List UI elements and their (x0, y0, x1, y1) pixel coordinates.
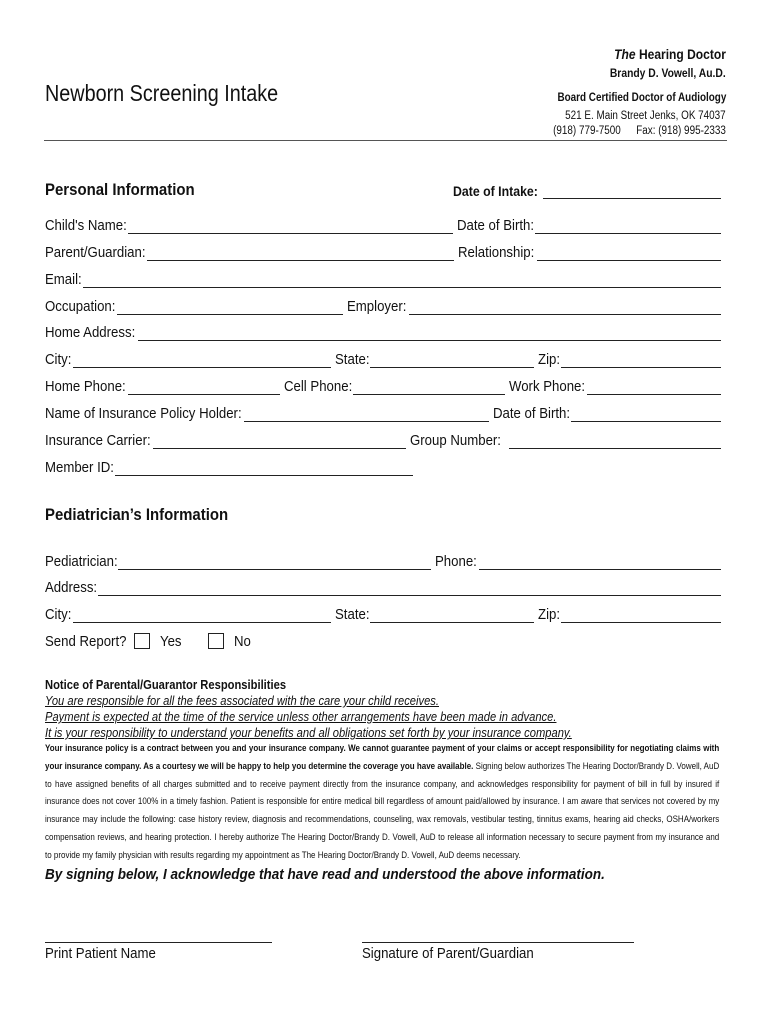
member-id-field[interactable] (115, 461, 413, 476)
employer-field[interactable] (409, 300, 721, 315)
occupation-row (45, 297, 721, 315)
group-number-label: Group Number: (409, 432, 501, 449)
form-title: Newborn Screening Intake (45, 80, 279, 106)
parent-signature-field[interactable] (362, 942, 634, 943)
phones-row (45, 377, 721, 395)
policy-holder-label: Name of Insurance Policy Holder: (45, 405, 242, 422)
member-id-label: Member ID: (45, 459, 114, 476)
member-id-row (45, 458, 413, 476)
relationship-field[interactable] (537, 246, 721, 261)
childs-name-field[interactable] (128, 219, 454, 234)
city-state-zip-row (45, 350, 721, 368)
pediatrician-field[interactable] (118, 555, 432, 570)
home-address-field[interactable] (138, 326, 721, 341)
send-report-label: Send Report? (45, 633, 127, 650)
child-dob-label: Date of Birth: (457, 217, 535, 234)
zip-label: Zip: (538, 351, 561, 368)
home-address-label: Home Address: (45, 324, 136, 341)
send-report-row (45, 632, 345, 650)
occupation-field[interactable] (117, 300, 343, 315)
childs-name-row (45, 216, 721, 234)
policy-holder-row (45, 404, 721, 422)
city-field[interactable] (73, 353, 331, 368)
email-field[interactable] (83, 273, 721, 288)
email-row (45, 270, 721, 288)
practice-doctor: Brandy D. Vowell, Au.D. (610, 66, 726, 80)
notice-line-payment: Payment is expected at the time of the service unless other arrangements have been made in advance. (45, 709, 557, 724)
pediatrician-zip-label: Zip: (538, 606, 561, 623)
pediatrician-row (45, 552, 721, 570)
pediatrician-state-field[interactable] (370, 608, 534, 623)
personal-info-heading: Personal Information (45, 180, 195, 199)
pediatrician-phone-field[interactable] (479, 555, 721, 570)
practice-contact (553, 125, 726, 137)
pediatrician-phone-label: Phone: (435, 553, 478, 570)
state-label: State: (335, 351, 370, 368)
work-phone-label: Work Phone: (509, 378, 586, 395)
insurance-policy-paragraph (45, 740, 719, 865)
notice-line-fees: You are responsible for all the fees associated with the care your child receives. (45, 693, 440, 708)
insurance-policy-body-text: Signing below authorizes The Hearing Doctor/Brandy D. Vowell, AuD to have assigned benefits of all charges submitted and to receive payment directly from the insurance company, and acknowledges responsibility for payment of bill in full by insured if insurance does not cover 100% in a timely fashion. Patient is responsible for entire medical bill regardless of amount paid/allowed by insurance. I am aware that services not covered by my insurance may include the following: case history review, diagnosis and recommendations, counseling, wax removals, vestibular testing, tinnitus exams, hearing aid checks, OSHA/workers compensation reviews, and hearing protection. I hereby authorize The Hearing Doctor/Brandy D. Vowell, AuD to release all information necessary to secure payment from my insurance and to provide my family physician with results regarding my appointment as The Hearing Doctor/Brandy D. Vowell, AuD deems necessary. (45, 760, 720, 860)
policy-holder-field[interactable] (244, 407, 489, 422)
send-report-yes-checkbox[interactable] (134, 633, 150, 649)
holder-dob-field[interactable] (571, 407, 721, 422)
pediatrician-address-field[interactable] (98, 581, 721, 596)
header-divider (44, 140, 727, 141)
pediatrician-city-field[interactable] (73, 608, 331, 623)
state-field[interactable] (370, 353, 534, 368)
practice-name (614, 46, 726, 62)
childs-name-label: Child's Name: (45, 217, 127, 234)
send-report-no-label: No (233, 633, 251, 650)
notice-line-benefits: It is your responsibility to understand your benefits and all obligations set forth by your insurance company. (45, 725, 572, 740)
pediatrician-label: Pediatrician: (45, 553, 118, 570)
work-phone-field[interactable] (587, 380, 721, 395)
parent-guardian-label: Parent/Guardian: (45, 244, 146, 261)
home-phone-field[interactable] (128, 380, 280, 395)
practice-address: 521 E. Main Street Jenks, OK 74037 (565, 110, 726, 122)
holder-dob-label: Date of Birth: (493, 405, 571, 422)
pediatrician-city-label: City: (45, 606, 72, 623)
acknowledgement-statement: By signing below, I acknowledge that have read and understood the above information. (45, 866, 605, 883)
occupation-label: Occupation: (45, 298, 116, 315)
practice-name-italic: The (614, 46, 636, 62)
home-phone-label: Home Phone: (45, 378, 126, 395)
print-name-field[interactable] (45, 942, 272, 943)
send-report-yes-label: Yes (159, 633, 182, 650)
practice-name-rest: Hearing Doctor (635, 46, 726, 62)
insurance-carrier-row (45, 431, 721, 449)
parent-signature-label: Signature of Parent/Guardian (362, 945, 534, 962)
pediatrician-zip-field[interactable] (561, 608, 721, 623)
pediatrician-city-state-zip-row (45, 605, 721, 623)
pediatrician-state-label: State: (335, 606, 370, 623)
insurance-policy-bold-text: Your insurance policy is a contract between you and your insurance company. We cannot guarantee payment of your claims or accept responsibility for negotiating claims with your insurance company. As a courtesy we will be happy to help you determine the coverage you have available. (45, 743, 720, 771)
date-of-intake-field[interactable] (543, 184, 721, 199)
group-number-field[interactable] (509, 434, 721, 449)
pediatrician-address-label: Address: (45, 579, 98, 596)
relationship-label: Relationship: (458, 244, 535, 261)
parent-guardian-field[interactable] (147, 246, 454, 261)
zip-field[interactable] (561, 353, 721, 368)
insurance-carrier-field[interactable] (153, 434, 406, 449)
employer-label: Employer: (347, 298, 407, 315)
city-label: City: (45, 351, 72, 368)
cell-phone-label: Cell Phone: (283, 378, 352, 395)
insurance-carrier-label: Insurance Carrier: (45, 432, 151, 449)
pediatrician-address-row (45, 578, 721, 596)
parent-guardian-row (45, 243, 721, 261)
email-label: Email: (45, 271, 82, 288)
date-of-intake-row (453, 181, 721, 199)
home-address-row (45, 323, 721, 341)
practice-fax: Fax: (918) 995-2333 (636, 125, 726, 137)
notice-heading: Notice of Parental/Guarantor Responsibilities (45, 677, 287, 692)
cell-phone-field[interactable] (353, 380, 505, 395)
practice-certification: Board Certified Doctor of Audiology (557, 92, 726, 104)
print-name-label: Print Patient Name (45, 945, 156, 962)
date-of-intake-label: Date of Intake: (453, 183, 538, 199)
send-report-no-checkbox[interactable] (208, 633, 224, 649)
child-dob-field[interactable] (535, 219, 721, 234)
practice-phone: (918) 779-7500 (553, 125, 621, 137)
pediatrician-info-heading: Pediatrician’s Information (45, 505, 229, 524)
